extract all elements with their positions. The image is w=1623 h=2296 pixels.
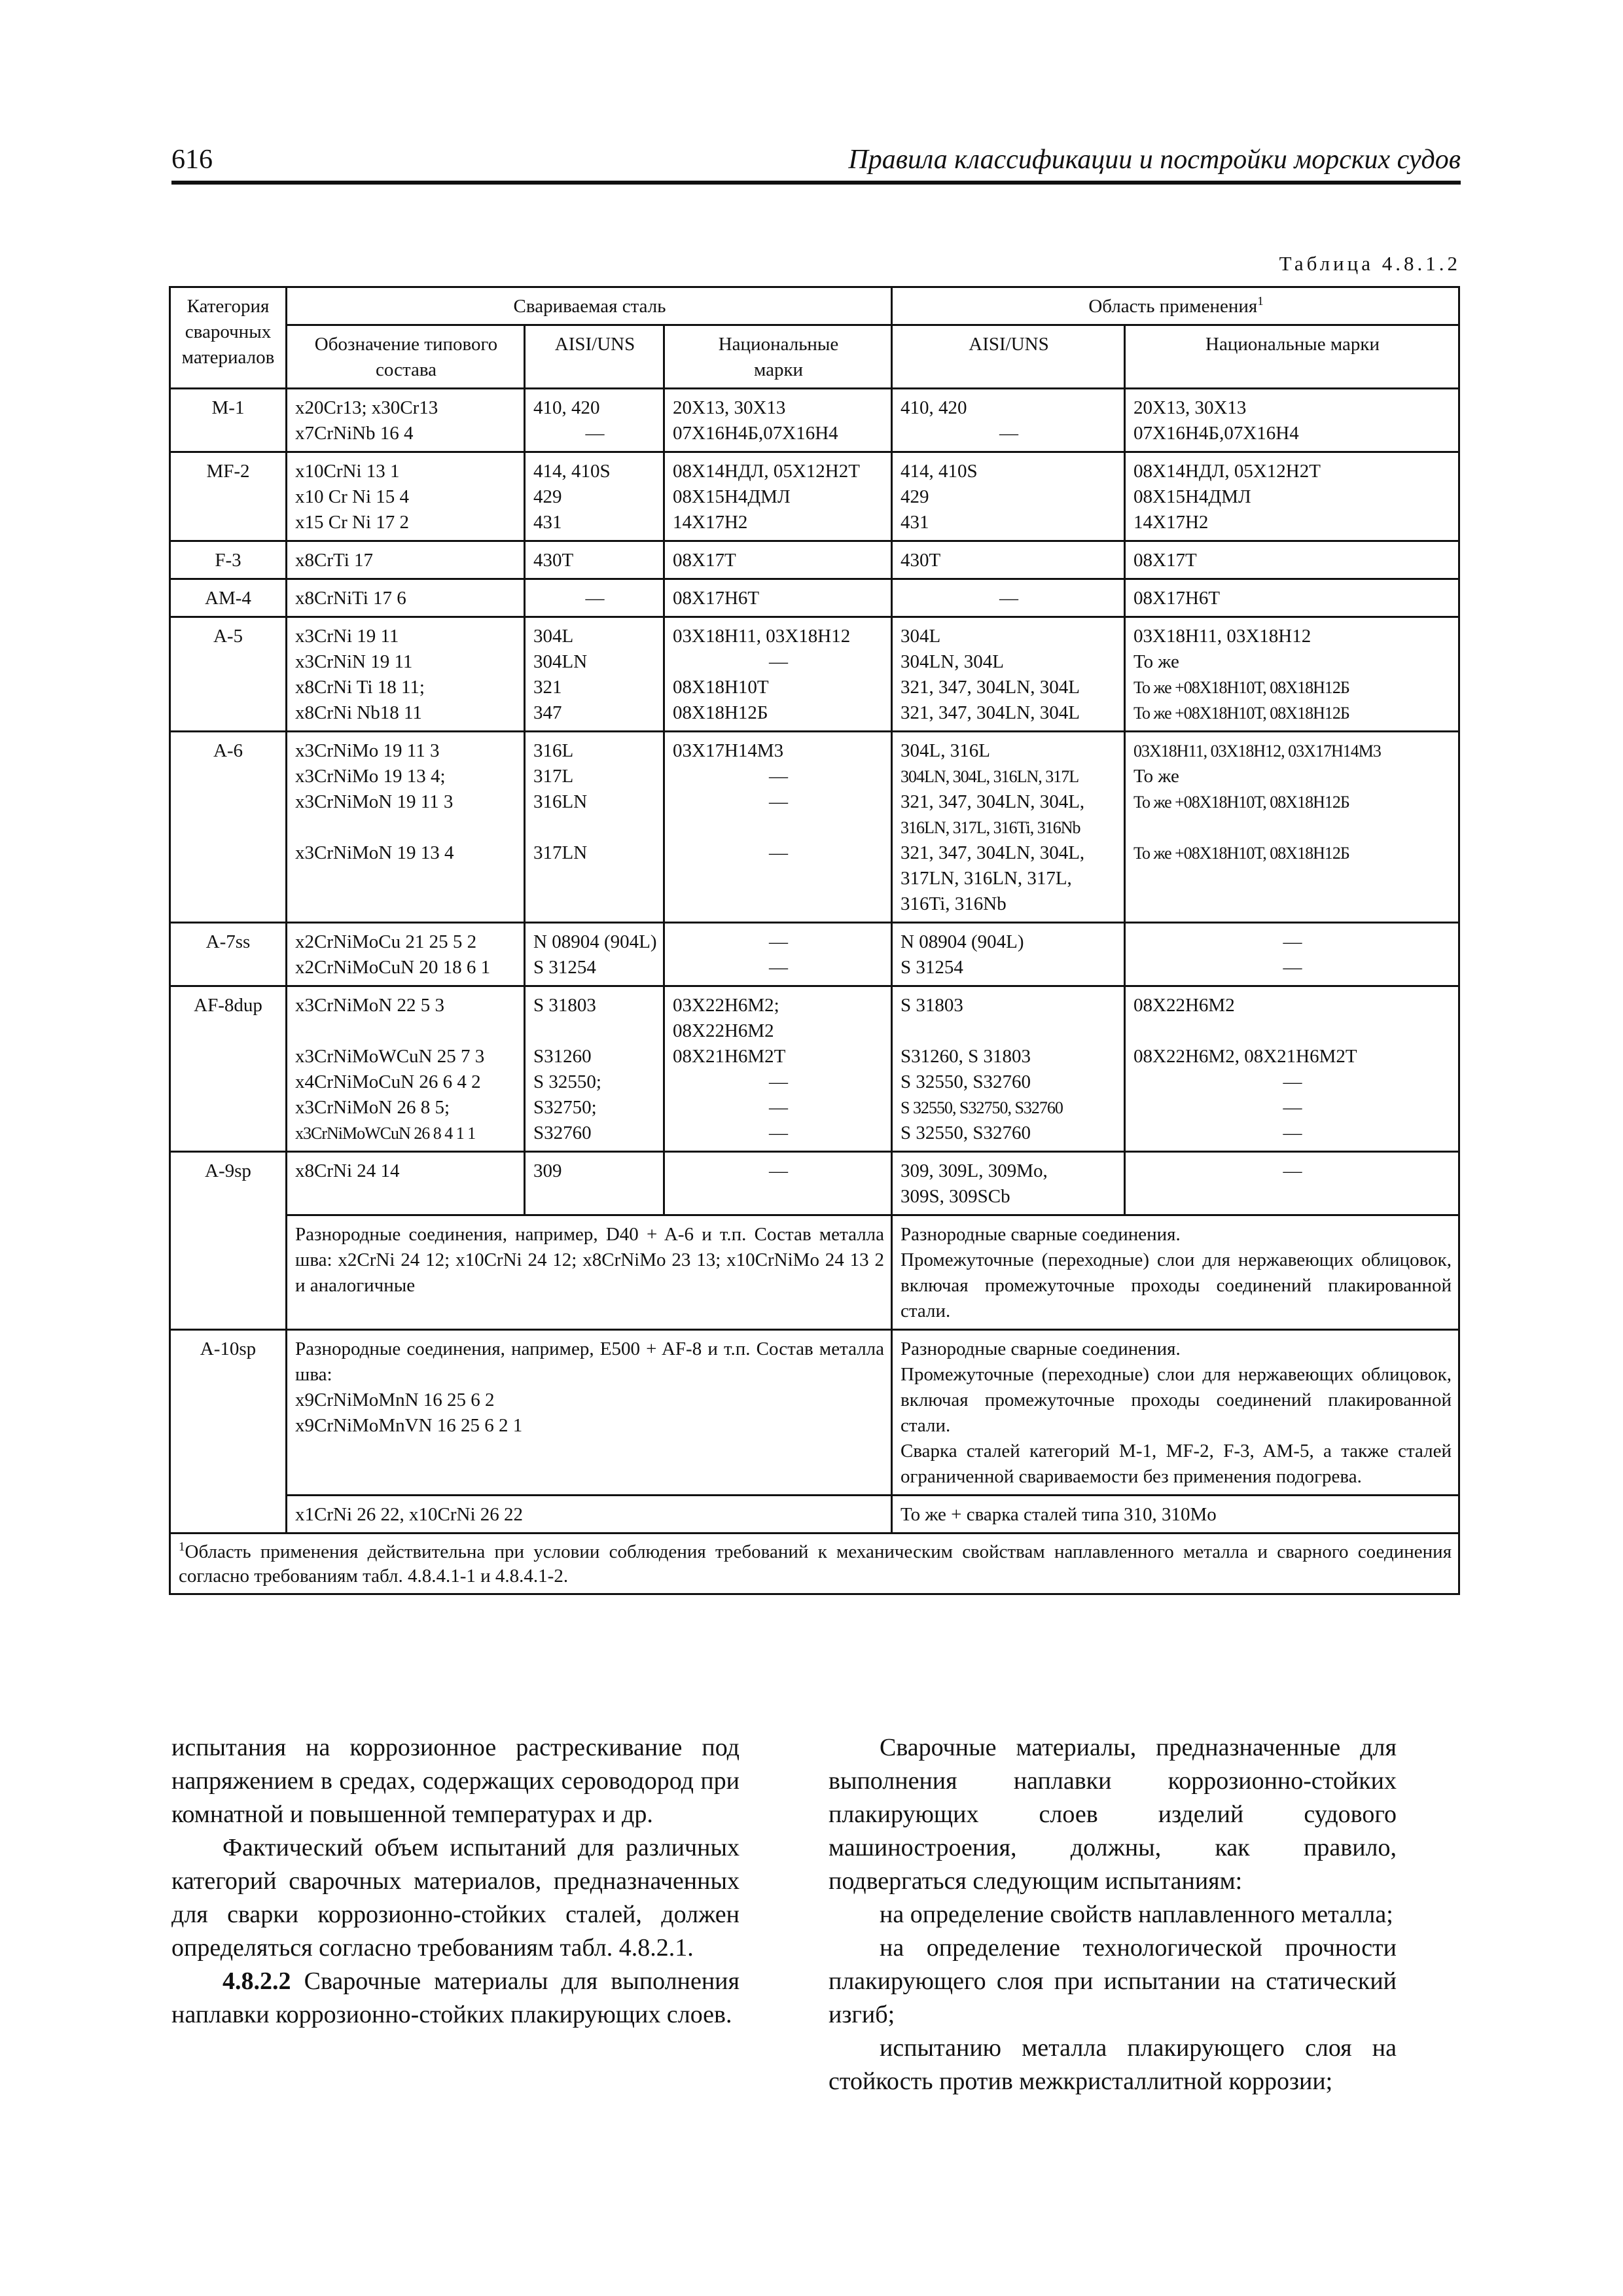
cell-line: 321 [533, 677, 562, 698]
cell-line: x8CrNi Nb18 11 [295, 702, 422, 723]
cell-line: x9CrNiMoMnN 16 25 6 2 [295, 1390, 495, 1410]
cell-line: x3CrNiN 19 11 [295, 651, 413, 672]
cell-line: 321, 347, 304LN, 304L [901, 677, 1080, 698]
table-row [170, 986, 1459, 1152]
cell-line: 08X14НДЛ, 05X12H2T [673, 461, 860, 482]
table-row [170, 923, 1459, 986]
cell-line: S32760 [533, 1122, 592, 1143]
cell-line: x2CrNiMoCuN 20 18 6 1 [295, 957, 491, 978]
cell-line: 321, 347, 304LN, 304L [901, 702, 1080, 723]
cell-line: 317LN, 316LN, 317L, [901, 868, 1072, 889]
cell-line: S 32550, S32750, S32760 [901, 1098, 1063, 1117]
cell-line: x3CrNi 19 11 [295, 626, 399, 647]
body-column-right [829, 1731, 1397, 2098]
cell-line: S 32550, S32760 [901, 1071, 1031, 1092]
cell-line: Промежуточные (переходные) слои для нержавеющих облицовок, включая промежуточные проходы соединений плакированной стали. [901, 1249, 1452, 1321]
cell-line: 321, 347, 304LN, 304L, [901, 791, 1085, 812]
cell-line: — [999, 423, 1019, 444]
cell-line: 14X17H2 [1133, 512, 1209, 533]
cell-line: x3CrNiMoN 19 11 3 [295, 791, 454, 812]
app-aisi-uns-cell [892, 389, 1125, 452]
cell-line: x3CrNiMoN 26 8 5; [295, 1097, 450, 1118]
steel-cell: x1CrNi 26 22, x10CrNi 26 22 [287, 1496, 892, 1534]
cell-line: 08X18H10T [673, 677, 769, 698]
cell-line: 309, 309L, 309Mo, [901, 1160, 1048, 1181]
cell-line [1133, 891, 1452, 917]
category-cell: A-10sp [170, 1330, 287, 1534]
head-app-national-grades: Национальные марки [1125, 325, 1459, 389]
cell-line [1133, 815, 1452, 840]
national-grades-cell [664, 732, 892, 923]
category-cell: A-5 [170, 617, 287, 732]
head-category: Категория сварочных материалов [170, 287, 287, 389]
cell-line: 316LN, 317L, 316Ti, 316Nb [901, 818, 1080, 837]
cell-line: x7CrNiNb 16 4 [295, 423, 414, 444]
cell-line: — [585, 423, 605, 444]
cell-line: x8CrNi Ti 18 11; [295, 677, 425, 698]
list-item: испытанию металла плакирующего слоя на стойкость против межкристаллитной коррозии; [829, 2034, 1397, 2095]
table-row [170, 579, 1459, 617]
cell-line: — [769, 766, 789, 787]
aisi-uns-cell [525, 579, 664, 617]
aisi-uns-cell [525, 541, 664, 579]
cell-line: 08X17H6T [673, 588, 760, 609]
app-national-grades-cell [1125, 923, 1459, 986]
cell-line: Промежуточные (переходные) слои для нержавеющих облицовок, включая промежуточные проходы соединений плакированной стали. [901, 1364, 1452, 1436]
cell-line [673, 866, 884, 891]
paragraph: Сварочные материалы, предназначенные для выполнения наплавки коррозионно-стойких плакирующих слоев изделий судового машиностроения, должны, как правило, подвергаться следующим испытаниям: [829, 1734, 1397, 1895]
table-row [170, 732, 1459, 923]
category-cell: AF-8dup [170, 986, 287, 1152]
cell-line: 431 [533, 512, 562, 533]
cell-line: 309 [533, 1160, 562, 1181]
cell-line: — [1283, 1160, 1302, 1181]
cell-line: x20Cr13; x30Cr13 [295, 397, 438, 418]
cell-line [1133, 1018, 1452, 1044]
typical-composition-cell [287, 986, 525, 1152]
cell-line: 317L [533, 766, 574, 787]
body-column-left [171, 1731, 740, 2032]
cell-line: 414, 410S [901, 461, 978, 482]
cell-line: 430T [901, 550, 941, 571]
category-cell: F-3 [170, 541, 287, 579]
app-aisi-uns-cell [892, 452, 1125, 541]
cell-line: 20X13, 30X13 [1133, 397, 1247, 418]
cell-line: x8CrNi 24 14 [295, 1160, 400, 1181]
head-national-grades: Национальные марки [664, 325, 892, 389]
cell-line: То же [1133, 651, 1179, 672]
cell-line: x9CrNiMoMnVN 16 25 6 2 1 [295, 1415, 523, 1436]
table-head-row-1 [170, 287, 1459, 325]
cell-line: 07X16H4Б,07X16H4 [1133, 423, 1299, 444]
cell-line: — [769, 651, 789, 672]
cell-line: — [999, 588, 1019, 609]
cell-line: 03X18H11, 03X18H12 [1133, 626, 1311, 647]
app-aisi-uns-cell [892, 923, 1125, 986]
cell-line: x4CrNiMoCuN 26 6 4 2 [295, 1071, 481, 1092]
cell-line: S 31803 [901, 995, 963, 1016]
app-national-grades-cell [1125, 617, 1459, 732]
cell-line: 304L, 316L [901, 740, 990, 761]
paragraph: испытания на коррозионное растрескивание под напряжением в средах, содержащих сероводород при комнатной и повышенной температурах и др. [171, 1734, 740, 1828]
cell-line: 304LN [533, 651, 588, 672]
typical-composition-cell [287, 389, 525, 452]
cell-line [1133, 866, 1452, 891]
cell-line: — [769, 1122, 789, 1143]
aisi-uns-cell [525, 617, 664, 732]
cell-line: 431 [901, 512, 929, 533]
cell-line: 20X13, 30X13 [673, 397, 786, 418]
paragraph: Фактический объем испытаний для различных категорий сварочных материалов, предназначенных для сварки коррозионно-стойких сталей, должен определяться согласно требованиям табл. 4.8.2.1. [171, 1834, 740, 1962]
cell-line: 07X16H4Б,07X16H4 [673, 423, 838, 444]
cell-line: — [769, 957, 789, 978]
cell-line [533, 1018, 656, 1044]
footnote-marker: 1 [179, 1540, 185, 1554]
aisi-uns-cell [525, 389, 664, 452]
typical-composition-cell [287, 452, 525, 541]
cell-line: То же +08X18H10T, 08X18H12Б [1133, 704, 1349, 723]
cell-line: — [769, 1160, 789, 1181]
running-title: Правила классификации и постройки морских судов [848, 145, 1461, 175]
typical-composition-cell [287, 617, 525, 732]
head-aisi-uns: AISI/UNS [525, 325, 664, 389]
cell-line: 321, 347, 304LN, 304L, [901, 842, 1085, 863]
cell-line: То же [1133, 766, 1179, 787]
cell-line: 08X22H6M2, 08X21H6M2T [1133, 1046, 1357, 1067]
cell-line: 08X17H6T [1133, 588, 1221, 609]
app-national-grades-cell [1125, 986, 1459, 1152]
cell-line: — [1283, 957, 1302, 978]
cell-line: x3CrNiMoWCuN 25 7 3 [295, 1046, 485, 1067]
cell-line: x3CrNiMoWCuN 26 8 4 1 1 [295, 1124, 476, 1143]
national-grades-cell [664, 986, 892, 1152]
cell-line: То же +08X18H10T, 08X18H12Б [1133, 678, 1349, 697]
cell-line: Разнородные сварные соединения. [901, 1224, 1181, 1245]
cell-line: 03X18H11, 03X18H12, 03X17H14M3 [1133, 742, 1381, 761]
cell-line: 309S, 309SCb [901, 1186, 1010, 1207]
section-4-8-2-2: 4.8.2.2 Сварочные материалы для выполнения наплавки коррозионно-стойких плакирующих слоев. [171, 1967, 740, 2028]
cell-line [673, 891, 884, 917]
cell-line: x2CrNiMoCu 21 25 5 2 [295, 931, 477, 952]
cell-line: S 31803 [533, 995, 596, 1016]
cell-line [533, 815, 656, 840]
category-cell: AM-4 [170, 579, 287, 617]
cell-line: — [585, 588, 605, 609]
app-national-grades-cell [1125, 541, 1459, 579]
category-cell: A-9sp [170, 1152, 287, 1330]
cell-line: Разнородные сварные соединения. [901, 1338, 1181, 1359]
cell-line: 03X22H6M2; [673, 995, 779, 1016]
cell-line: 08X21H6M2T [673, 1046, 786, 1067]
cell-line: 429 [533, 486, 562, 507]
cell-line: — [1283, 1097, 1302, 1118]
cell-line: x8CrTi 17 [295, 550, 374, 571]
head-app-aisi-uns: AISI/UNS [892, 325, 1125, 389]
national-grades-cell [664, 1152, 892, 1215]
cell-line: 304L [901, 626, 941, 647]
cell-line: — [769, 1071, 789, 1092]
cell-line: 08X22H6M2 [673, 1020, 774, 1041]
footnote-text: Область применения действительна при условии соблюдения требований к механическим свойствам наплавленного металла и сварного соединения согласно требованиям табл. 4.8.4.1-1 и 4.8.4.1-2. [179, 1541, 1452, 1587]
table-footnote-row [170, 1534, 1459, 1594]
head-application: Область применения$^1$ [892, 287, 1459, 325]
app-aisi-uns-cell [892, 732, 1125, 923]
cell-line [295, 866, 517, 891]
cell-line: x3CrNiMo 19 11 3 [295, 740, 440, 761]
cell-line: 08X18H12Б [673, 702, 768, 723]
cell-line: — [1283, 931, 1302, 952]
cell-line: S 32550; [533, 1071, 601, 1092]
cell-line: N 08904 (904L) [901, 931, 1024, 952]
dissimilar-application-cell [892, 1215, 1459, 1330]
table-row [170, 1330, 1459, 1496]
national-grades-cell [664, 923, 892, 986]
app-national-grades-cell [1125, 452, 1459, 541]
national-grades-cell [664, 617, 892, 732]
cell-line: 316LN [533, 791, 588, 812]
table-footnote [170, 1534, 1459, 1594]
section-number: 4.8.2.2 [223, 1967, 291, 1995]
aisi-uns-cell [525, 452, 664, 541]
cell-line: — [1283, 1122, 1302, 1143]
cell-line: 03X17H14M3 [673, 740, 784, 761]
dissimilar-steel-cell [287, 1330, 892, 1496]
national-grades-cell [664, 452, 892, 541]
table-row [170, 617, 1459, 732]
cell-line: Разнородные соединения, например, E500 + AF-8 и т.п. Состав металла шва: [295, 1338, 885, 1385]
cell-line: 317LN [533, 842, 588, 863]
typical-composition-cell [287, 541, 525, 579]
head-typical-composition: Обозначение типового состава [287, 325, 525, 389]
cell-line: S31260 [533, 1046, 592, 1067]
app-national-grades-cell [1125, 732, 1459, 923]
cell-line: 430T [533, 550, 574, 571]
category-cell: A-7ss [170, 923, 287, 986]
cell-line: — [769, 842, 789, 863]
app-national-grades-cell [1125, 579, 1459, 617]
cell-line: Сварка сталей категорий M-1, MF-2, F-3, AM-5, а также сталей ограниченной свариваемости без применения подогрева. [901, 1441, 1452, 1487]
national-grades-cell [664, 389, 892, 452]
typical-composition-cell [287, 923, 525, 986]
dissimilar-steel-cell: Разнородные соединения, например, D40 + A-6 и т.п. Состав металла шва: x2CrNi 24 12; x10CrNi 24 12; x8CrNiMo 23 13; x10CrNiMo 24 13 2 и аналогичные [287, 1215, 892, 1330]
app-national-grades-cell [1125, 1152, 1459, 1215]
cell-line: 08X22H6M2 [1133, 995, 1235, 1016]
list-item: на определение технологической прочности плакирующего слоя при испытании на статический изгиб; [829, 1934, 1397, 2028]
cell-line: 03X18H11, 03X18H12 [673, 626, 851, 647]
cell-line: x15 Cr Ni 17 2 [295, 512, 409, 533]
cell-line: — [769, 1097, 789, 1118]
head-welded-steel: Свариваемая сталь [287, 287, 892, 325]
dissimilar-application-cell [892, 1330, 1459, 1496]
table-row-dissimilar [170, 1215, 1459, 1330]
aisi-uns-cell [525, 1152, 664, 1215]
table-row [170, 452, 1459, 541]
cell-line [901, 1018, 1117, 1044]
cell-line: S 32550, S32760 [901, 1122, 1031, 1143]
cell-line: 08X17T [1133, 550, 1197, 571]
app-national-grades-cell [1125, 389, 1459, 452]
category-cell: MF-2 [170, 452, 287, 541]
cell-line: 08X15H4ДМЛ [673, 486, 791, 507]
app-aisi-uns-cell [892, 579, 1125, 617]
cell-line: 414, 410S [533, 461, 611, 482]
cell-line: 316Ti, 316Nb [901, 893, 1007, 914]
cell-line: 304L [533, 626, 574, 647]
cell-line [295, 891, 517, 917]
cell-line: 410, 420 [533, 397, 600, 418]
cell-line: То же +08X18H10T, 08X18H12Б [1133, 844, 1349, 863]
app-aisi-uns-cell [892, 1152, 1125, 1215]
app-aisi-uns-cell [892, 541, 1125, 579]
cell-line: 08X15H4ДМЛ [1133, 486, 1251, 507]
category-cell: A-6 [170, 732, 287, 923]
cell-line [295, 815, 517, 840]
app-aisi-uns-cell [892, 617, 1125, 732]
cell-line: — [769, 791, 789, 812]
table-row [170, 541, 1459, 579]
cell-line: x3CrNiMoN 19 13 4 [295, 842, 454, 863]
cell-line: S 31254 [533, 957, 596, 978]
table-head-row-2 [170, 325, 1459, 389]
cell-line: S 31254 [901, 957, 963, 978]
cell-line [295, 1018, 517, 1044]
typical-composition-cell [287, 732, 525, 923]
aisi-uns-cell [525, 986, 664, 1152]
cell-line: 410, 420 [901, 397, 967, 418]
application-cell: То же + сварка сталей типа 310, 310Mo [892, 1496, 1459, 1534]
cell-line: 316L [533, 740, 574, 761]
table-row [170, 1152, 1459, 1215]
national-grades-cell [664, 579, 892, 617]
cell-line: x10CrNi 13 1 [295, 461, 400, 482]
aisi-uns-cell [525, 732, 664, 923]
aisi-uns-cell [525, 923, 664, 986]
cell-line: То же +08X18H10T, 08X18H12Б [1133, 793, 1349, 812]
national-grades-cell [664, 541, 892, 579]
welding-materials-table [169, 286, 1460, 1595]
cell-line: x8CrNiTi 17 6 [295, 588, 406, 609]
cell-line: 08X17T [673, 550, 736, 571]
page-header [171, 143, 1461, 185]
table-row [170, 1496, 1459, 1534]
cell-line: 347 [533, 702, 562, 723]
cell-line: x3CrNiMo 19 13 4; [295, 766, 446, 787]
cell-line: x3CrNiMoN 22 5 3 [295, 995, 444, 1016]
cell-line: — [769, 931, 789, 952]
typical-composition-cell [287, 1152, 525, 1215]
page-number: 616 [171, 145, 213, 175]
cell-line: N 08904 (904L) [533, 931, 657, 952]
cell-line: — [1283, 1071, 1302, 1092]
cell-line: 429 [901, 486, 929, 507]
table-caption: Таблица 4.8.1.2 [1279, 252, 1461, 275]
cell-line [533, 891, 656, 917]
list-item: на определение свойств наплавленного металла; [880, 1901, 1393, 1928]
typical-composition-cell [287, 579, 525, 617]
cell-line: S31260, S 31803 [901, 1046, 1031, 1067]
footnote-marker: 1 [1257, 295, 1264, 308]
table-row [170, 389, 1459, 452]
cell-line: S32750; [533, 1097, 597, 1118]
cell-line: x10 Cr Ni 15 4 [295, 486, 409, 507]
cell-line: 304LN, 304L [901, 651, 1004, 672]
cell-line: 304LN, 304L, 316LN, 317L [901, 767, 1079, 786]
cell-line [673, 815, 884, 840]
cell-line [533, 866, 656, 891]
app-aisi-uns-cell [892, 986, 1125, 1152]
category-cell: M-1 [170, 389, 287, 452]
cell-line: 14X17H2 [673, 512, 748, 533]
cell-line: 08X14НДЛ, 05X12H2T [1133, 461, 1321, 482]
